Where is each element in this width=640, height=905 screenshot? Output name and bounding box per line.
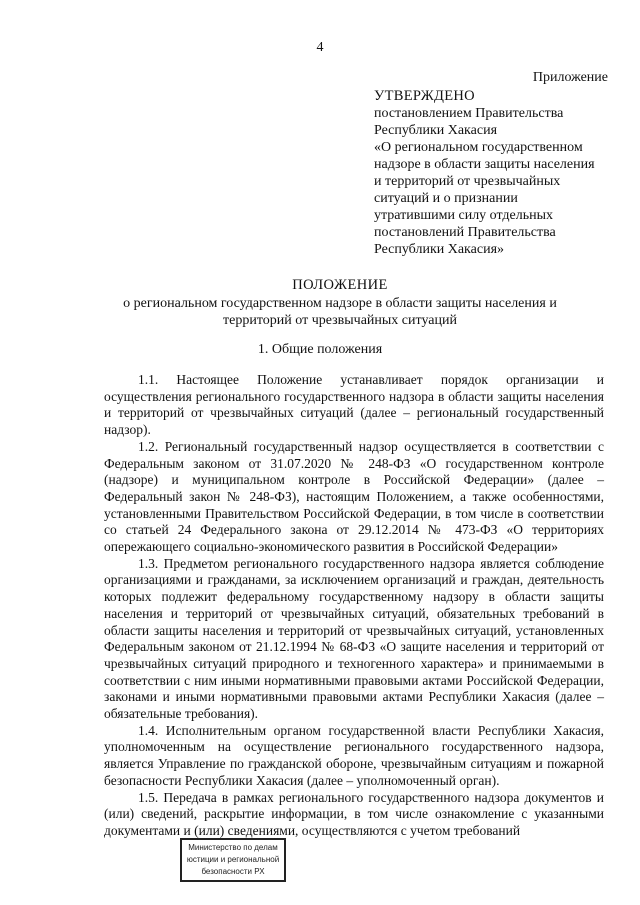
page-number: 4: [316, 40, 324, 55]
registration-stamp: [180, 838, 286, 882]
appendix-label: Приложение: [532, 70, 608, 85]
document-body: [104, 372, 604, 840]
approval-line: постановлением Правительства: [374, 106, 564, 121]
approval-line: Республики Хакасия»: [374, 242, 505, 257]
approval-line: Республики Хакасия: [374, 123, 498, 138]
document-subtitle-line: территорий от чрезвычайных ситуаций: [223, 313, 457, 328]
section-heading: 1. Общие положения: [257, 342, 383, 357]
approval-line: постановлений Правительства: [374, 225, 556, 240]
approval-line: «О региональном государственном: [374, 140, 583, 155]
paragraph-1-2: 1.2. Региональный государственный надзор осуществляется в соответствии с Федеральным законом от 31.07.2020 № 248-ФЗ «О государственном контроле (надзоре) и муниципальном контроле в Российской Федерации» (далее – Федеральный закон № 248-ФЗ), настоящим Положением, а также особенностями, установленными Правительством Российской Федерации, в том числе в соответствии со статьей 24 Федерального закона от 29.12.2014 № 473-ФЗ «О территориях опережающего социально-экономического развития в Российской Федерации»: [104, 438, 604, 555]
document-title: ПОЛОЖЕНИЕ: [292, 277, 388, 293]
stamp-line: Министерство по делам: [188, 843, 278, 852]
document-subtitle-line: о региональном государственном надзоре в области защиты населения и: [123, 295, 557, 311]
paragraph-1-4: 1.4. Исполнительным органом государственной власти Республики Хакасия, уполномоченным на осуществление регионального государственного надзора, является Управление по гражданской обороне, чрезвычайным ситуациям и пожарной безопасности Республики Хакасия (далее – уполномоченный орган).: [104, 722, 604, 788]
approval-line: надзоре в области защиты населения: [374, 157, 595, 172]
approval-block: [374, 88, 624, 258]
approval-line: ситуаций и о признании: [374, 191, 518, 206]
approval-line: и территорий от чрезвычайных: [374, 174, 561, 189]
document-title-block: [100, 277, 580, 330]
paragraph-1-1: 1.1. Настоящее Положение устанавливает порядок организации и осуществления регионального государственного надзора в области защиты населения и территорий от чрезвычайных ситуаций (далее – региональный государственный надзор).: [104, 372, 604, 438]
paragraph-1-3: 1.3. Предметом регионального государственного надзора является соблюдение организациями и гражданами, за исключением организаций и граждан, деятельность которых подлежит федеральному государственному надзору в области защиты населения и территорий от чрезвычайных ситуаций, обязательных требований в области защиты населения и территорий от чрезвычайных ситуаций, установленных Федеральным законом от 21.12.1994 № 68-ФЗ «О защите населения и территорий от чрезвычайных ситуаций природного и техногенного характера» и принимаемыми в соответствии с ним иными нормативными правовыми актами Российской Федерации, законами и иными нормативными правовыми актами Республики Хакасия (далее – обязательные требования).: [104, 555, 604, 722]
stamp-line: безопасности РХ: [201, 867, 265, 876]
stamp-line: юстиции и региональной: [186, 855, 280, 864]
approval-heading: УТВЕРЖДЕНО: [374, 88, 475, 104]
paragraph-1-5: 1.5. Передача в рамках регионального государственного надзора документов и (или) сведений, раскрытие информации, в том числе ознакомление с указанными документами и (или) сведениями, осуществляются с учетом требований: [104, 789, 604, 838]
approval-line: утратившими силу отдельных: [374, 208, 554, 223]
